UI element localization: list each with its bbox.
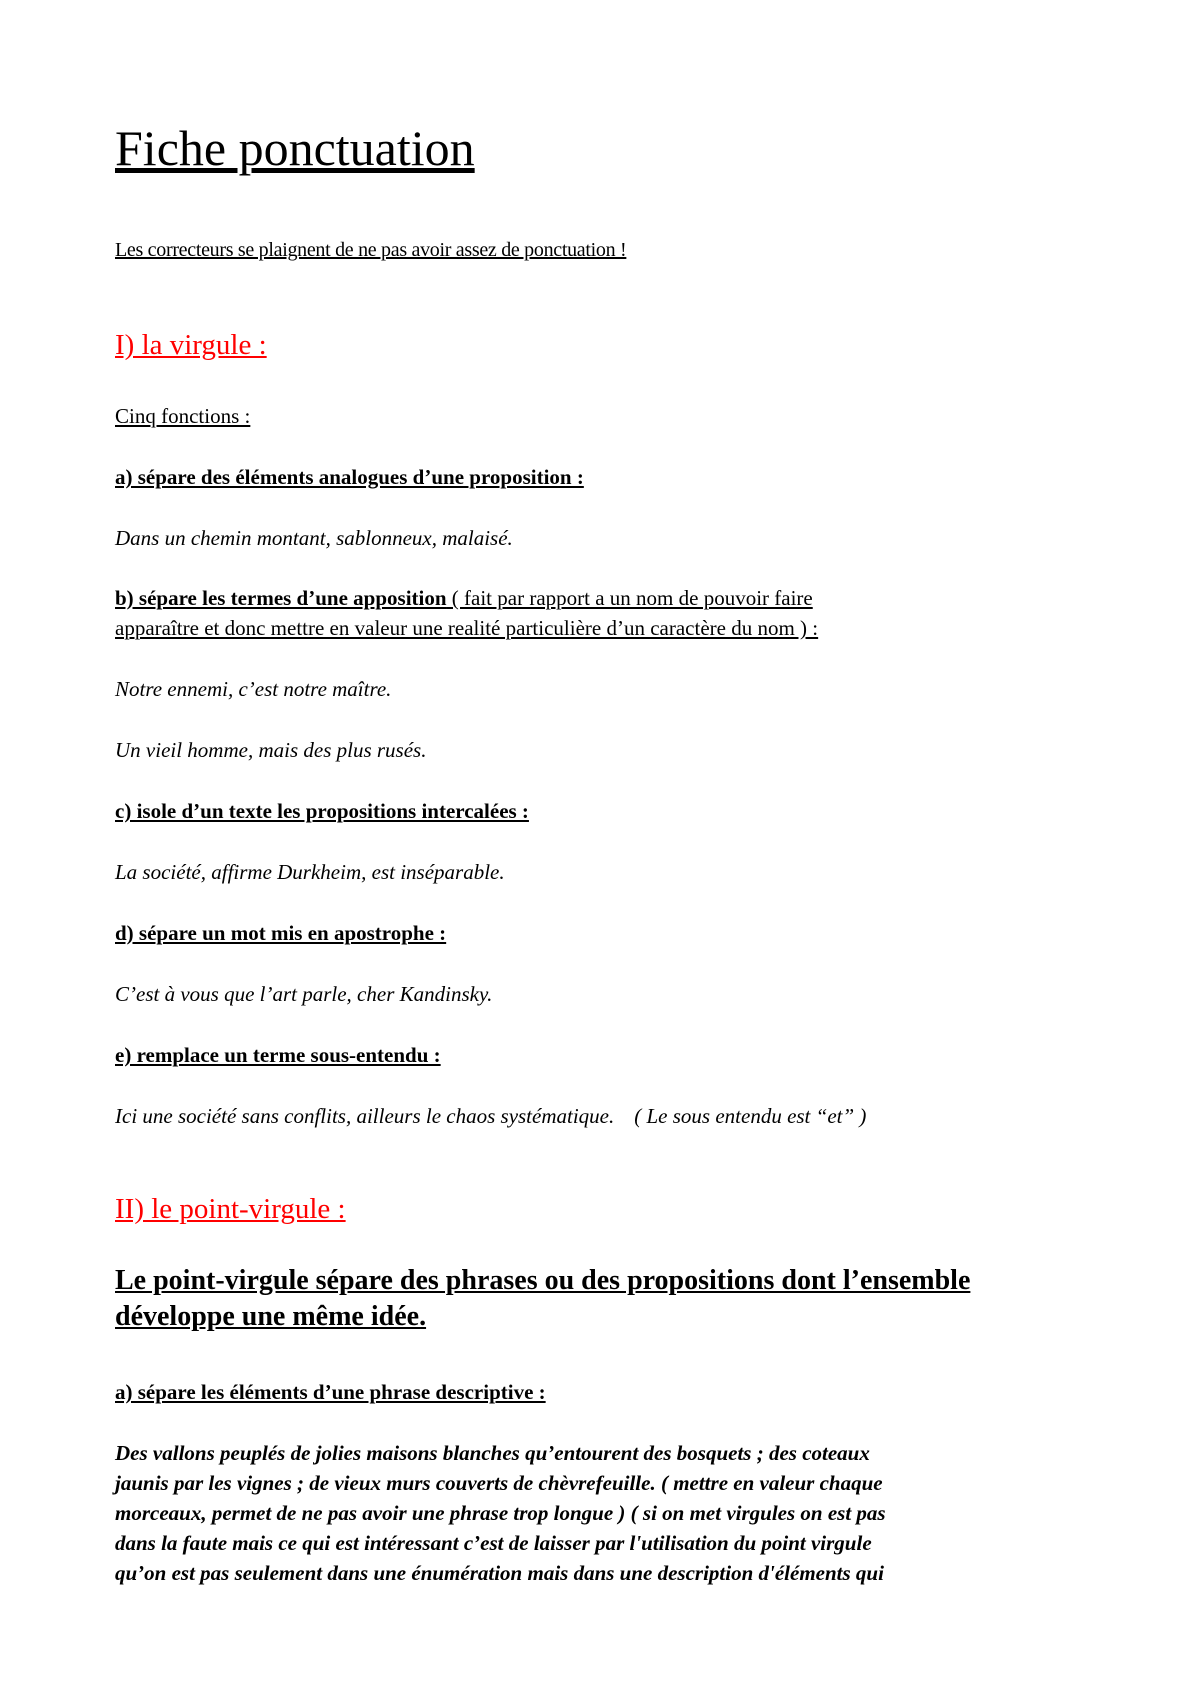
paragraph-line: dans la faute mais ce qui est intéressant c’est de laisser par l'utilisation du point virgule	[115, 1531, 872, 1555]
subheading-a: a) sépare des éléments analogues d’une proposition :	[115, 465, 584, 489]
example-b-1: Notre ennemi, c’est notre maître.	[115, 677, 392, 701]
example-a: Dans un chemin montant, sablonneux, malaisé.	[115, 526, 513, 550]
subheading-b-bold: b) sépare les termes d’une apposition	[115, 586, 447, 610]
subheading-b-line2: apparaître et donc mettre en valeur une realité particulière d’un caractère du nom ) :	[115, 616, 819, 640]
subheading-b	[115, 584, 813, 613]
example-e-text: Ici une société sans conflits, ailleurs le chaos systématique.	[115, 1104, 615, 1128]
section-heading-virgule: I) la virgule :	[115, 329, 267, 361]
example-e-note: ( Le sous entendu est “et” )	[634, 1104, 867, 1128]
example-e	[115, 1102, 866, 1131]
paragraph-line: Des vallons peuplés de jolies maisons blanches qu’entourent des bosquets ; des coteaux	[115, 1441, 870, 1465]
intro-text: Les correcteurs se plaignent de ne pas avoir assez de ponctuation !	[115, 239, 627, 261]
example-c: La société, affirme Durkheim, est inséparable.	[115, 860, 505, 884]
paragraph-line: morceaux, permet de ne pas avoir une phrase trop longue ) ( si on met virgules on est pas	[115, 1501, 886, 1525]
section-heading-point-virgule: II) le point-virgule :	[115, 1193, 346, 1225]
paragraph-line: qu’on est pas seulement dans une énumération mais dans une description d'éléments qui	[115, 1561, 884, 1585]
statement-line-2: développe une même idée.	[115, 1301, 427, 1332]
paragraph-line: jaunis par les vignes ; de vieux murs couverts de chèvrefeuille. ( mettre en valeur chaque	[115, 1471, 883, 1495]
subheading-d: d) sépare un mot mis en apostrophe :	[115, 921, 447, 945]
page-title: Fiche ponctuation	[115, 120, 475, 176]
example-b-2: Un vieil homme, mais des plus rusés.	[115, 738, 427, 762]
subheading-b-note: ( fait par rapport a un nom de pouvoir faire	[446, 586, 813, 610]
section-subtitle: Cinq fonctions :	[115, 404, 251, 428]
subheading-e: e) remplace un terme sous-entendu :	[115, 1043, 441, 1067]
subheading-2a: a) sépare les éléments d’une phrase descriptive :	[115, 1380, 546, 1404]
subheading-c: c) isole d’un texte les propositions intercalées :	[115, 799, 529, 823]
example-d: C’est à vous que l’art parle, cher Kandinsky.	[115, 982, 493, 1006]
statement-line-1: Le point-virgule sépare des phrases ou des propositions dont l’ensemble	[115, 1265, 971, 1296]
